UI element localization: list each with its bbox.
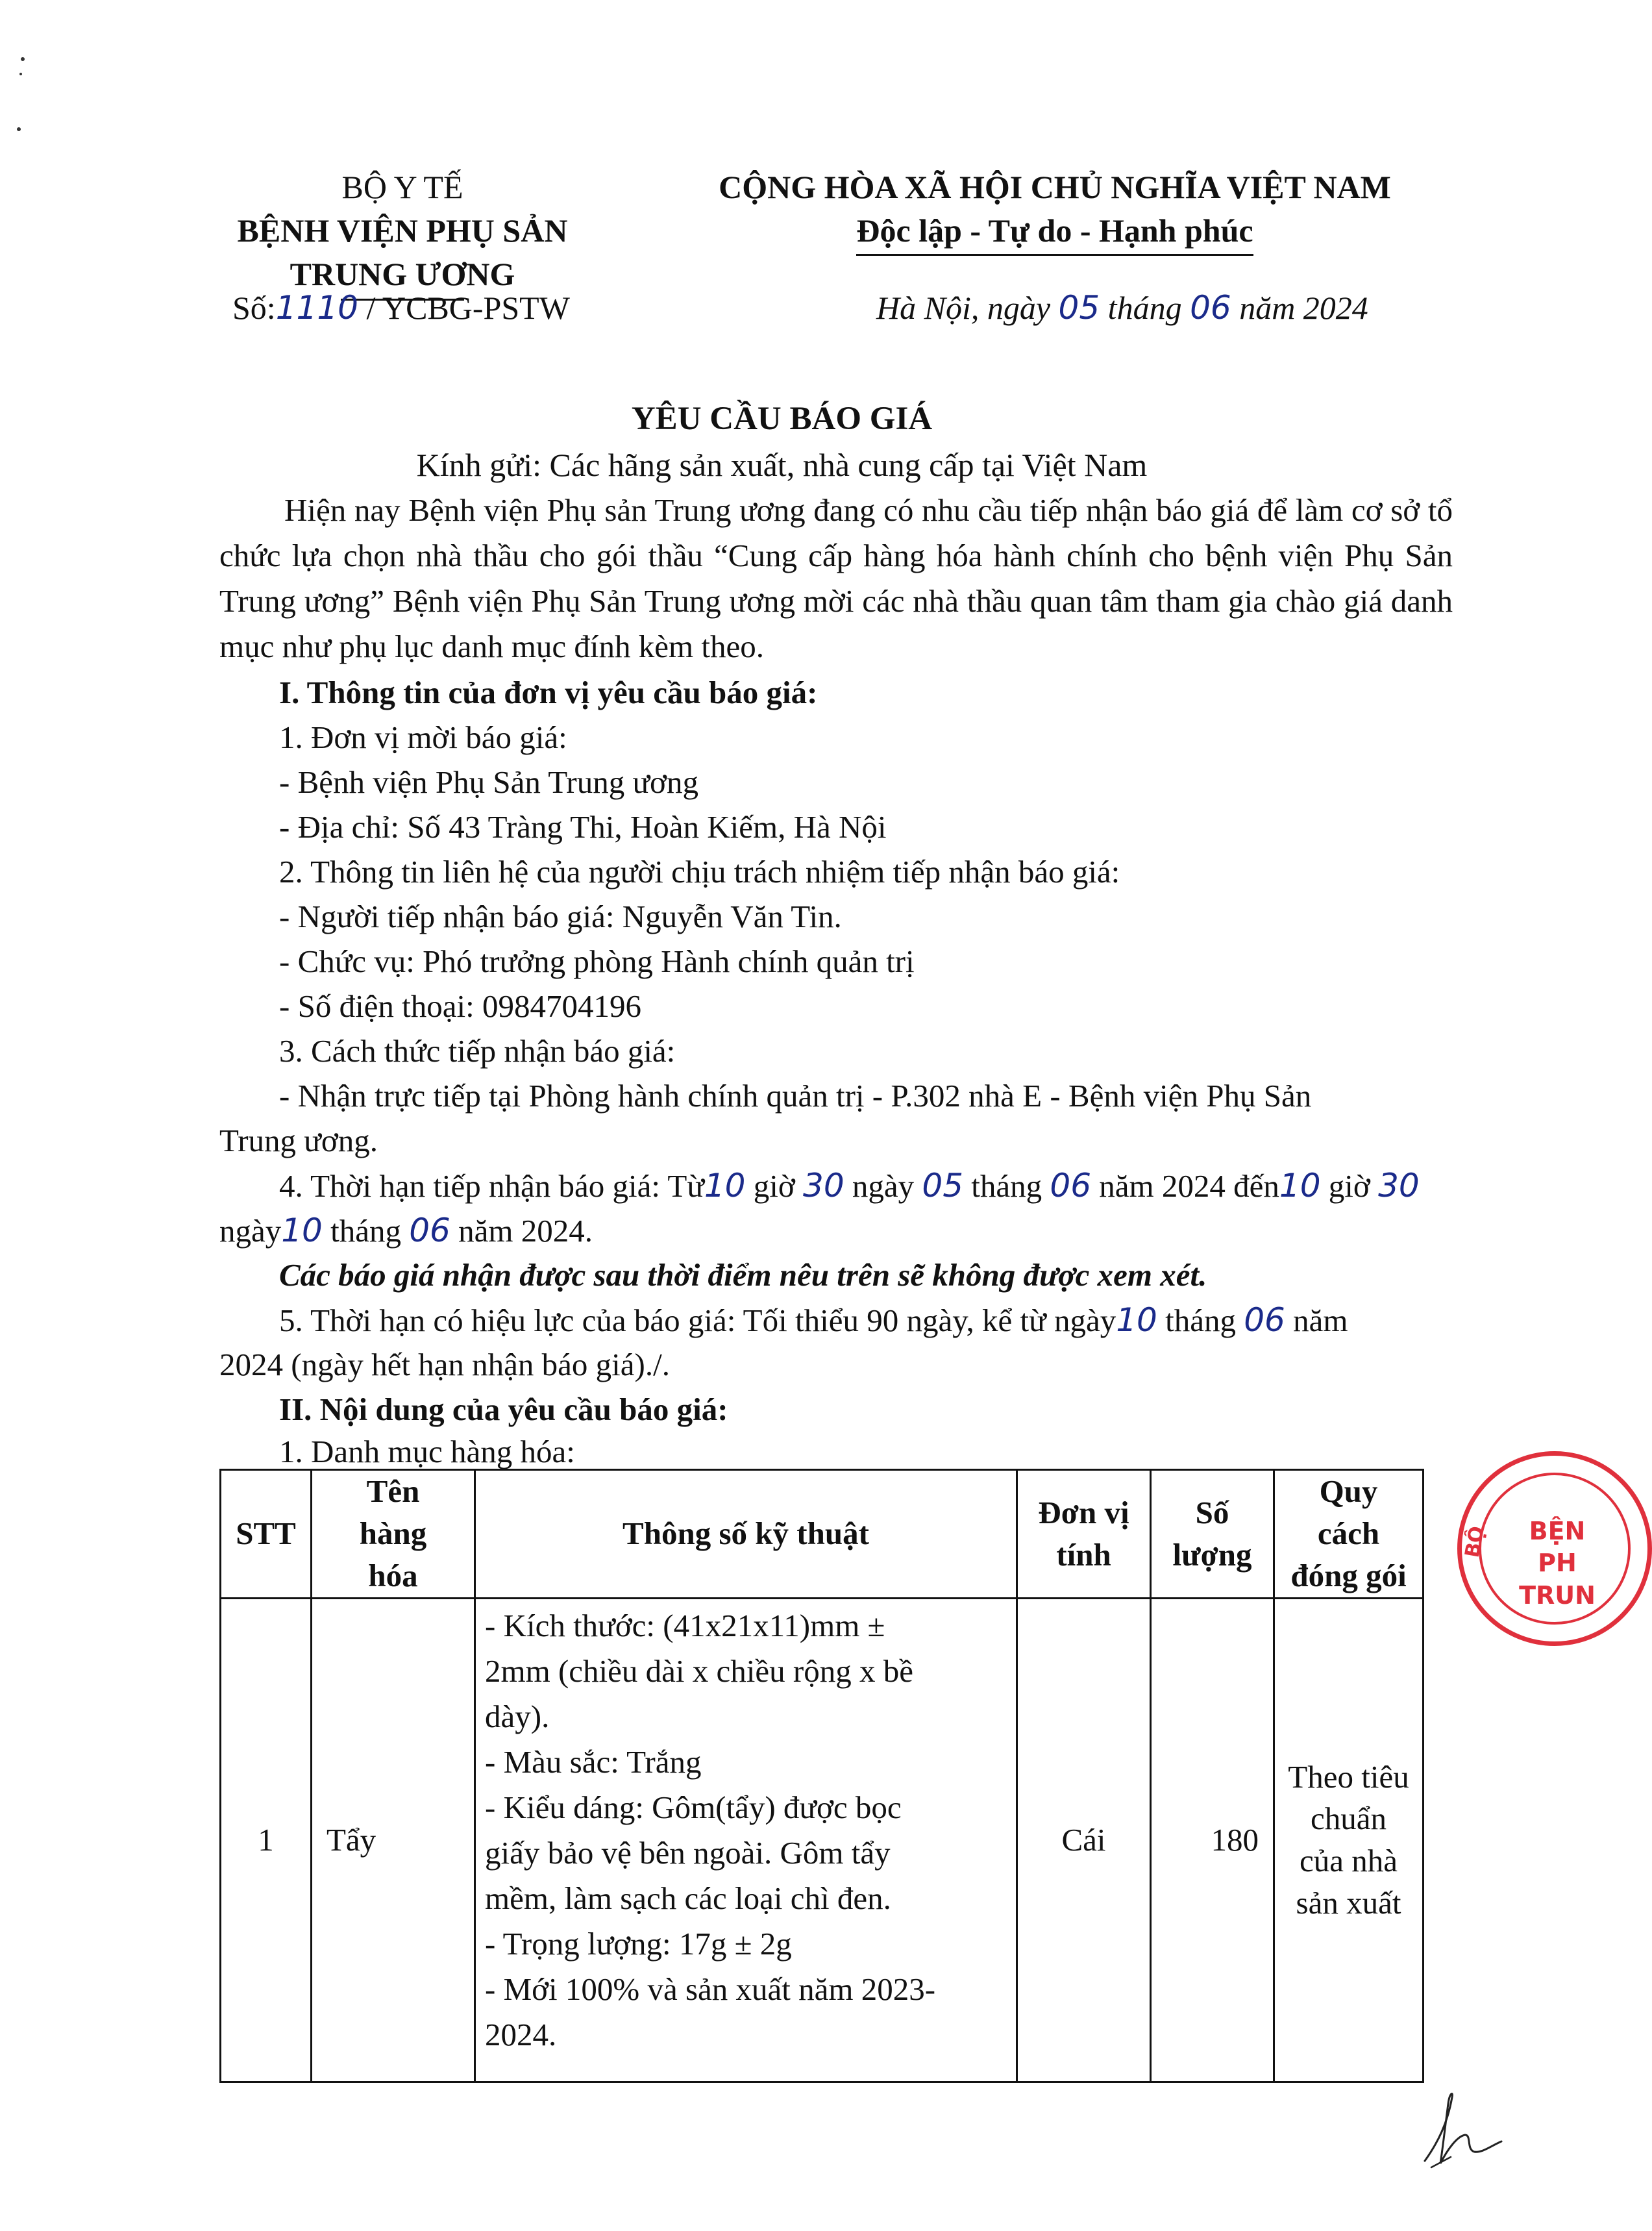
hospital-name-line2: TRUNG ƯƠNG [290, 256, 515, 292]
issuer-block [195, 166, 610, 301]
header-packaging-line: Quy [1319, 1473, 1378, 1510]
document-number [232, 286, 570, 330]
header-item-name [312, 1470, 475, 1599]
deadline-day-from: 05 [922, 1167, 964, 1204]
section2-item1-heading: 1. Danh mục hàng hóa: [279, 1434, 575, 1469]
header-quantity-line: lượng [1172, 1536, 1252, 1573]
number-prefix: Số: [232, 290, 276, 326]
goods-table [219, 1469, 1424, 2083]
deadline-text: năm 2024. [450, 1213, 593, 1249]
validity-line2: 2024 (ngày hết hạn nhận báo giá)./. [219, 1347, 670, 1382]
scan-speck [19, 73, 22, 75]
deadline-day-to: 10 [281, 1212, 323, 1249]
table-row [221, 1599, 1424, 2082]
deadline-month-to: 06 [409, 1212, 450, 1249]
spec-line: - Trọng lượng: 17g ± 2g [485, 1926, 792, 1962]
deadline-minute-to: 30 [1378, 1167, 1420, 1204]
deadline-text: giờ [1320, 1168, 1379, 1204]
seal-side-text: BỘ [1461, 1524, 1489, 1560]
spec-line: giấy bảo vệ bên ngoài. Gôm tẩy [485, 1835, 891, 1871]
date-place-label: Hà Nội, ngày [876, 290, 1059, 326]
date-month-handwritten: 06 [1190, 289, 1231, 327]
deadline-line1 [279, 1164, 1420, 1208]
section1-item3-heading: 3. Cách thức tiếp nhận báo giá: [279, 1033, 676, 1069]
spec-line: 2mm (chiều dài x chiều rộng x bề [485, 1653, 913, 1689]
deadline-line2 [219, 1208, 593, 1253]
row-stt: 1 [221, 1599, 312, 2082]
ministry-name: BỘ Y TẾ [341, 169, 463, 205]
header-item-name-line: Tên [366, 1473, 420, 1510]
hospital-name-line1: BỆNH VIỆN PHỤ SẢN [237, 212, 568, 249]
seal-line: PH [1538, 1549, 1577, 1578]
late-quote-note: Các báo giá nhận được sau thời điểm nêu trên sẽ không được xem xét. [279, 1257, 1207, 1293]
header-unit-line: tính [1056, 1536, 1111, 1573]
scan-speck [21, 57, 25, 61]
place-date [876, 286, 1368, 330]
seal-inner-ring [1479, 1473, 1631, 1625]
header-packaging-line: đóng gói [1290, 1557, 1407, 1593]
header-quantity-line: Số [1195, 1494, 1229, 1530]
row-packaging [1274, 1599, 1424, 2082]
validity-day: 10 [1116, 1301, 1157, 1339]
deadline-text: tháng [963, 1168, 1050, 1204]
validity-text: tháng [1157, 1302, 1244, 1338]
nation-name: CỘNG HÒA XÃ HỘI CHỦ NGHĨA VIỆT NAM [719, 169, 1391, 205]
packaging-line: Theo tiêu [1288, 1758, 1409, 1795]
unit-name: - Bệnh viện Phụ Sản Trung ương [279, 764, 698, 800]
section1-heading: I. Thông tin của đơn vị yêu cầu báo giá: [279, 675, 818, 710]
deadline-minute-from: 30 [803, 1167, 844, 1204]
seal-text [1481, 1515, 1633, 1612]
section2-heading: II. Nội dung của yêu cầu báo giá: [279, 1391, 728, 1427]
receive-method-line2: Trung ương. [219, 1123, 378, 1158]
deadline-month-from: 06 [1050, 1167, 1092, 1204]
deadline-text: ngày [844, 1168, 922, 1204]
spec-line: - Màu sắc: Trắng [485, 1744, 702, 1780]
deadline-text: năm 2024 đến [1091, 1168, 1279, 1204]
nation-block [675, 166, 1435, 256]
initials-signature [1412, 2084, 1509, 2175]
spec-line: - Mới 100% và sản xuất năm 2023- [485, 1971, 936, 2007]
packaging-line: chuẩn [1311, 1801, 1387, 1837]
seal-line: BỆN [1529, 1517, 1586, 1545]
header-stt: STT [221, 1470, 312, 1599]
row-quantity: 180 [1151, 1599, 1274, 2082]
number-suffix: / YCBG-PSTW [358, 290, 570, 326]
salutation: Kính gửi: Các hãng sản xuất, nhà cung cấp tại Việt Nam [416, 447, 1148, 483]
header-packaging [1274, 1470, 1424, 1599]
receive-method-line1: - Nhận trực tiếp tại Phòng hành chính quản trị - P.302 nhà E - Bệnh viện Phụ Sản [279, 1078, 1312, 1114]
validity-line1 [279, 1298, 1348, 1343]
validity-text: năm [1285, 1302, 1348, 1338]
deadline-text: ngày [219, 1213, 282, 1249]
section1-item1-heading: 1. Đơn vị mời báo giá: [279, 719, 567, 755]
spec-line: 2024. [485, 2017, 557, 2052]
spec-line: - Kích thước: (41x21x11)mm ± [485, 1608, 885, 1643]
header-specification: Thông số kỹ thuật [475, 1470, 1017, 1599]
date-month-label: tháng [1100, 290, 1190, 326]
row-unit: Cái [1017, 1599, 1151, 2082]
unit-address: - Địa chỉ: Số 43 Tràng Thi, Hoàn Kiếm, Hà Nội [279, 809, 887, 845]
receiver-position: - Chức vụ: Phó trưởng phòng Hành chính quản trị [279, 943, 915, 979]
header-item-name-line: hàng [359, 1515, 427, 1552]
deadline-text: giờ [745, 1168, 804, 1204]
spec-line: - Kiểu dáng: Gôm(tẩy) được bọc [485, 1789, 902, 1825]
deadline-text: 4. Thời hạn tiếp nhận báo giá: Từ [279, 1168, 704, 1204]
validity-month: 06 [1244, 1301, 1285, 1339]
table-header-row [221, 1470, 1424, 1599]
header-unit-line: Đơn vị [1038, 1494, 1129, 1530]
nation-motto: Độc lập - Tự do - Hạnh phúc [856, 209, 1253, 256]
document-title: YÊU CẦU BÁO GIÁ [631, 401, 933, 437]
number-handwritten: 1110 [275, 289, 358, 327]
date-year-label: năm 2024 [1231, 290, 1368, 326]
scan-speck [17, 127, 21, 131]
official-seal [1457, 1451, 1652, 1646]
packaging-line: sản xuất [1296, 1884, 1401, 1921]
date-day-handwritten: 05 [1058, 289, 1100, 327]
spec-line: dày). [485, 1699, 550, 1734]
spec-line: mềm, làm sạch các loại chì đen. [485, 1880, 891, 1916]
seal-line: TRUN [1519, 1580, 1596, 1610]
validity-text: 5. Thời hạn có hiệu lực của báo giá: Tối thiểu 90 ngày, kể từ ngày [279, 1302, 1116, 1338]
deadline-text: tháng [322, 1213, 410, 1249]
header-unit [1017, 1470, 1151, 1599]
deadline-hour-to: 10 [1279, 1167, 1321, 1204]
header-item-name-line: hóa [368, 1557, 418, 1593]
row-specification [475, 1599, 1017, 2082]
packaging-line: của nhà [1300, 1843, 1398, 1878]
header-quantity [1151, 1470, 1274, 1599]
deadline-hour-from: 10 [704, 1167, 746, 1204]
row-item-name: Tẩy [312, 1599, 475, 2082]
intro-paragraph: Hiện nay Bệnh viện Phụ sản Trung ương đang có nhu cầu tiếp nhận báo giá để làm cơ sở tổ chức lựa chọn nhà thầu cho gói thầu “Cung cấp hàng hóa hành chính cho bệnh viện Phụ Sản Trung ương” Bệnh viện Phụ Sản Trung ương mời các nhà thầu quan tâm tham gia chào giá danh mục như phụ lục danh mục đính kèm theo. [219, 492, 1453, 664]
receiver-name: - Người tiếp nhận báo giá: Nguyễn Văn Tin. [279, 899, 842, 934]
header-packaging-line: cách [1317, 1515, 1380, 1552]
section1-item2-heading: 2. Thông tin liên hệ của người chịu trách nhiệm tiếp nhận báo giá: [279, 854, 1120, 890]
receiver-phone: - Số điện thoại: 0984704196 [279, 988, 642, 1024]
